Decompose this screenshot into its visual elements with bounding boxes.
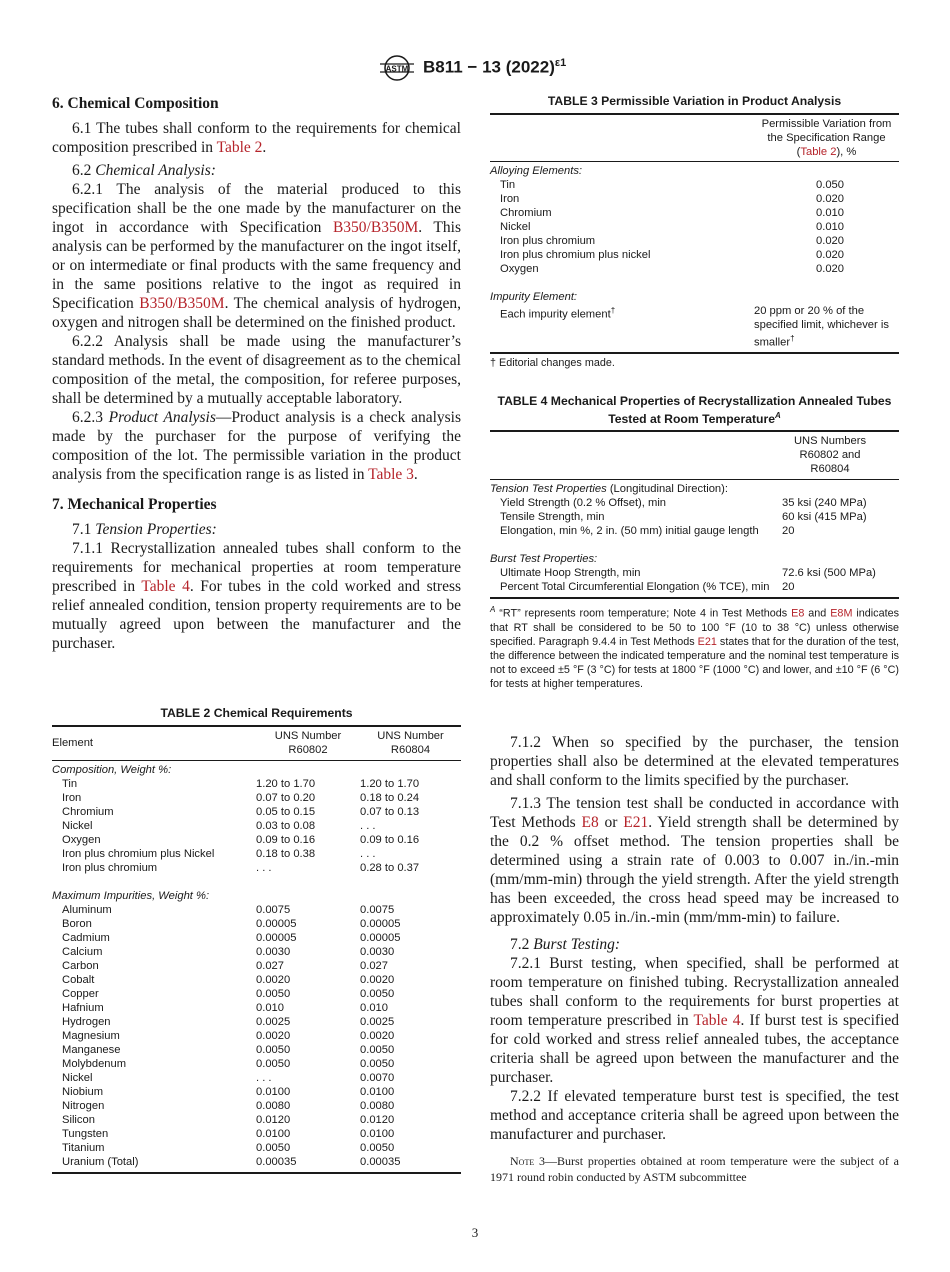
cell-value: . . . [256,1071,272,1084]
cell-value: 0.0100 [256,1127,291,1140]
cell-value: . . . [360,847,376,860]
table-row [52,903,461,917]
table-row [490,178,899,192]
section-7-heading: 7. Mechanical Properties [52,496,217,513]
table-2-link[interactable]: Table 2 [800,145,837,158]
row-label: Hydrogen [62,1015,111,1028]
impurity-value: 20 ppm or 20 % of the specified limit, whichever is smaller† [754,304,889,349]
logo-text: ASTM [385,64,409,74]
table-row [490,234,899,248]
para-6-2-3: 6.2.3 Product Analysis—Product analysis is a check analysis made by the purchaser for the purpose of verifying the composition of the lot. The permissible variation in the product analysis from the specification range is as listed in Table 3. [52,409,462,483]
row-label: Boron [62,917,92,930]
cell-value: 35 ksi (240 MPa) [782,497,867,510]
row-label: Manganese [62,1043,121,1056]
table-row [52,1015,461,1029]
table-3-caption: TABLE 3 Permissible Variation in Product Analysis [547,94,842,108]
cell-value: 0.0100 [256,1085,291,1098]
left-column-text [52,94,461,653]
row-label: Nickel [62,1071,93,1084]
row-label: Tensile Strength, min [500,511,605,524]
row-label: Niobium [62,1085,104,1098]
table-2-header [52,729,461,757]
cell-value: 0.0080 [256,1099,291,1112]
cell-value: 0.09 to 0.16 [256,833,316,846]
cell-value: 0.0050 [256,987,291,1000]
cell-value: 0.00005 [360,931,401,944]
row-label: Iron plus chromium plus nickel [500,248,651,261]
cell-value: 0.0020 [256,973,291,986]
b350-link[interactable]: B350/B350M [139,295,225,312]
row-label: Tin [500,178,516,191]
row-label: Chromium [500,206,552,219]
row-label: Percent Total Circumferential Elongation (% TCE), min [500,581,770,594]
table-row [52,777,461,791]
astm-logo-icon [378,55,416,81]
cell-value: 60 ksi (415 MPa) [782,511,867,524]
cell-value: . . . [360,819,376,832]
table-row [52,861,461,875]
table-4 [490,394,899,691]
table-row [52,791,461,805]
cell-value: 0.0030 [360,945,395,958]
cell-value: 0.05 to 0.15 [256,805,316,818]
cell-value: 0.027 [256,959,284,972]
table-row [52,1001,461,1015]
group-label: Alloying Elements: [490,164,583,177]
table-row [490,192,899,206]
cell-value: 0.07 to 0.20 [256,791,316,804]
cell-value: 0.0120 [256,1113,291,1126]
section-6-heading: 6. Chemical Composition [52,95,219,112]
table-row [490,262,899,276]
cell-value: 0.0100 [360,1127,395,1140]
table-row [52,1029,461,1043]
e8-link[interactable]: E8 [581,814,599,831]
group-label: Tension Test Properties (Longitudinal Direction): [490,483,728,496]
table-row [52,1113,461,1127]
cell-value: 0.0080 [360,1099,395,1112]
cell-value: 0.0025 [256,1015,291,1028]
cell-value: 0.0075 [360,903,395,916]
cell-value: 0.00005 [360,917,401,930]
cell-value: 0.00035 [256,1155,297,1168]
table-row [52,1085,461,1099]
col-header: Permissible Variation from the Specification Range (Table 2), % [761,117,892,158]
table-row [52,987,461,1001]
table-row [490,248,899,262]
table-2-caption: TABLE 2 Chemical Requirements [160,706,353,720]
cell-value: 0.050 [816,178,844,191]
para-7-2-2: 7.2.2 If elevated temperature burst test is specified, the test method and acceptance criteria shall be agreed upon between the manufacturer and purchaser. [490,1088,899,1143]
row-label: Nickel [500,220,531,233]
table-2 [52,706,461,1174]
note-3: Note 3—Burst properties obtained at room temperature were the subject of a 1971 round robin conducted by ASTM subcommittee [490,1154,899,1184]
cell-value: 0.010 [360,1001,388,1014]
row-label: Titanium [62,1141,105,1154]
table-row [490,206,899,220]
row-label: Aluminum [62,903,112,916]
para-7-1-2: 7.1.2 When so specified by the purchaser, the tension properties shall also be determined at the elevated temperatures and shall conform to the limits specified by the purchaser. [490,734,899,789]
cell-value: 0.07 to 0.13 [360,805,420,818]
row-label: Iron plus chromium [62,861,158,874]
cell-value: 20 [782,525,795,538]
group-label: Maximum Impurities, Weight %: [52,889,210,902]
cell-value: 0.0020 [360,973,395,986]
cell-value: 0.00005 [256,917,297,930]
table-row [52,1057,461,1071]
e8-link[interactable]: E8 [791,607,805,620]
group-label: Burst Test Properties: [490,553,598,566]
cell-value: 0.18 to 0.24 [360,791,420,804]
col-header: Element [52,736,94,749]
cell-value: 0.0030 [256,945,291,958]
row-label: Yield Strength (0.2 % Offset), min [500,497,667,510]
table-row [490,496,899,510]
right-column-text [490,733,899,1185]
cell-value: 0.020 [816,192,844,205]
cell-value: 0.0120 [360,1113,395,1126]
impurity-label: Each impurity element† [500,305,616,321]
table-row [52,1141,461,1155]
table-row [490,566,899,580]
cell-value: 1.20 to 1.70 [256,777,316,790]
table-row [52,1127,461,1141]
row-label: Hafnium [62,1001,104,1014]
table-2-link[interactable]: Table 2 [216,139,263,156]
row-label: Tungsten [62,1127,109,1140]
cell-value: 0.00035 [360,1155,401,1168]
row-label: Oxygen [62,833,101,846]
cell-value: 0.010 [816,220,844,233]
cell-value: 0.0050 [360,1141,395,1154]
cell-value: 0.010 [256,1001,284,1014]
para-7-1-1: 7.1.1 Recrystallization annealed tubes shall conform to the requirements for mechanical properties at room temperature prescribed in Table 4. For tubes in the cold worked and stress relief annealed condition, tension property requirements are to be mutually agreed upon between the manufacturer and the purchaser. [52,540,462,652]
cell-value: 0.0070 [360,1071,395,1084]
cell-value: 0.0050 [256,1043,291,1056]
row-label: Chromium [62,805,114,818]
cell-value: 0.0050 [360,987,395,1000]
cell-value: 1.20 to 1.70 [360,777,420,790]
table-3 [490,94,899,370]
cell-value: 0.0020 [256,1029,291,1042]
table-4-link[interactable]: Table 4 [141,578,190,595]
e8m-link[interactable]: E8M [830,607,853,620]
table-3-header [490,117,899,159]
row-label: Silicon [62,1113,95,1126]
cell-value: 0.0050 [360,1057,395,1070]
para-7-2: 7.2 Burst Testing: [510,936,621,953]
cell-value: 0.0050 [256,1057,291,1070]
cell-value: 0.0020 [360,1029,395,1042]
row-label: Elongation, min %, 2 in. (50 mm) initial gauge length [500,525,759,538]
table-row [52,1155,461,1169]
e21-link[interactable]: E21 [697,635,717,648]
cell-value: 0.027 [360,959,388,972]
table-row [490,220,899,234]
row-label: Carbon [62,959,99,972]
row-label: Iron plus chromium [500,234,596,247]
row-label: Copper [62,987,99,1000]
para-6-2-1: 6.2.1 The analysis of the material produced to this specification shall be the one made by the manufacturer on the ingot in accordance with Specification B350/B350M. This analysis can be performed by the manufacturer on the ingot itself, or on intermediate or final products with the same frequency and in the same positions relative to the ingot as required in Specification B350/B350M. The chemical analysis of hydrogen, oxygen and nitrogen shall be determined on the finished product. [52,181,461,331]
b350-link[interactable]: B350/B350M [332,219,419,236]
row-label: Cobalt [62,973,95,986]
table-row [52,931,461,945]
table-4-body [490,482,899,594]
table-row [52,959,461,973]
cell-value: 0.020 [816,248,844,261]
cell-value: 0.0100 [360,1085,395,1098]
cell-value: 0.28 to 0.37 [360,861,420,874]
table-row [490,580,899,594]
table-row [52,1043,461,1057]
row-label: Oxygen [500,262,539,275]
group-label: Impurity Element: [490,290,578,303]
table-4-caption: TABLE 4 Mechanical Properties of Recrystallization Annealed Tubes Tested at Room Temperature$^A$ [497,394,892,426]
table-row [52,973,461,987]
col-header: UNS Numbers R60802 and R60804 [793,435,867,476]
col-header: UNS Number R60804 [377,729,444,756]
cell-value: 0.020 [816,234,844,247]
cell-value: 0.010 [816,206,844,219]
cell-value: 0.03 to 0.08 [256,819,316,832]
row-label: Iron [62,791,82,804]
cell-value: . . . [256,861,272,874]
para-6-2: 6.2 Chemical Analysis: [72,162,216,179]
cell-value: 0.0050 [256,1141,291,1154]
para-7-1: 7.1 Tension Properties: [72,521,217,538]
table-3-impurity [490,290,899,350]
table-row [52,1099,461,1113]
row-label: Cadmium [62,931,110,944]
col-header: UNS Number R60802 [274,729,342,756]
cell-value: 0.0050 [360,1043,395,1056]
row-label: Nitrogen [62,1099,105,1112]
table-3-body [490,164,899,276]
row-label: Molybdenum [62,1057,127,1070]
table-4-footnote: $^A$ “RT” represents room temperature; Note 4 in Test Methods E8 and E8M indicates that RT shall be considered to be 50 to 100 °F (10 to 38 °C) unless otherwise specified. Paragraph 9.4.4 in Test Methods E21 states that for the duration of the test, the difference between the indicated temperature and the nominal test temperature is not to exceed ±5 °F (3 °C) for tests at 1800 °F (1000 °C) and lower, and ±10 °F (6 °C) for tests at higher temperatures. [490,605,900,690]
document-designation: B811 − 13 $(2022)^{\varepsilon 1}$ [423,57,567,77]
table-row [52,833,461,847]
table-row [52,1071,461,1085]
table-row [52,805,461,819]
cell-value: 0.00005 [256,931,297,944]
page-header [0,55,950,85]
table-row [490,510,899,524]
table-2-body [52,763,461,1169]
row-label: Nickel [62,819,93,832]
table-4-header [490,434,899,476]
row-label: Calcium [62,945,103,958]
para-7-1-3: 7.1.3 The tension test shall be conducted in accordance with Test Methods E8 or E21. Yield strength shall be determined by the 0.2 % offset method. The tension properties shall be determined using a strain rate of 0.003 to 0.007 in./in.-min (mm/mm-min) through the yield strength. After the yield strength has been exceeded, the cross head speed may be increased to approximately 0.05 in./in.-min (mm/mm-min) to failure. [490,795,899,926]
cell-value: 0.0075 [256,903,291,916]
row-label: Uranium (Total) [62,1155,139,1168]
table-row [490,524,899,538]
cell-value: 0.020 [816,262,844,275]
row-label: Iron [500,192,520,205]
table-3-footnote: † Editorial changes made. [490,357,615,370]
table-row [52,917,461,931]
para-6-2-2: 6.2.2 Analysis shall be made using the manufacturer’s standard methods. In the event of disagreement as to the chemical composition of the metal, the composition, for referee purposes, shall be determined by a mutually acceptable laboratory. [52,333,461,407]
cell-value: 20 [782,581,795,594]
cell-value: 72.6 ksi (500 MPa) [782,567,876,580]
para-6-1: 6.1 The tubes shall conform to the requirements for chemical composition prescribed in Table 2. [52,120,461,156]
group-label: Composition, Weight %: [52,763,172,776]
row-label: Ultimate Hoop Strength, min [500,567,641,580]
table-row [52,847,461,861]
cell-value: 0.0025 [360,1015,395,1028]
table-row [52,819,461,833]
e21-link[interactable]: E21 [623,814,649,831]
row-label: Magnesium [62,1029,120,1042]
row-label: Tin [62,777,78,790]
cell-value: 0.09 to 0.16 [360,833,420,846]
table-3-link[interactable]: Table 3 [368,466,414,483]
page-number: 3 [471,1225,479,1240]
table-row [52,945,461,959]
cell-value: 0.18 to 0.38 [256,847,316,860]
row-label: Iron plus chromium plus Nickel [62,847,215,860]
table-4-link[interactable]: Table 4 [693,1012,741,1029]
para-7-2-1: 7.2.1 Burst testing, when specified, shall be performed at room temperature on finished tubing. Recrystallization annealed tubes shall conform to the requirements for burst properties at room temperature prescribed in Table 4. If burst test is specified for cold worked and stress relief annealed tubes, the acceptance criteria shall be agreed upon between the manufacturer and the purchaser. [490,955,900,1086]
